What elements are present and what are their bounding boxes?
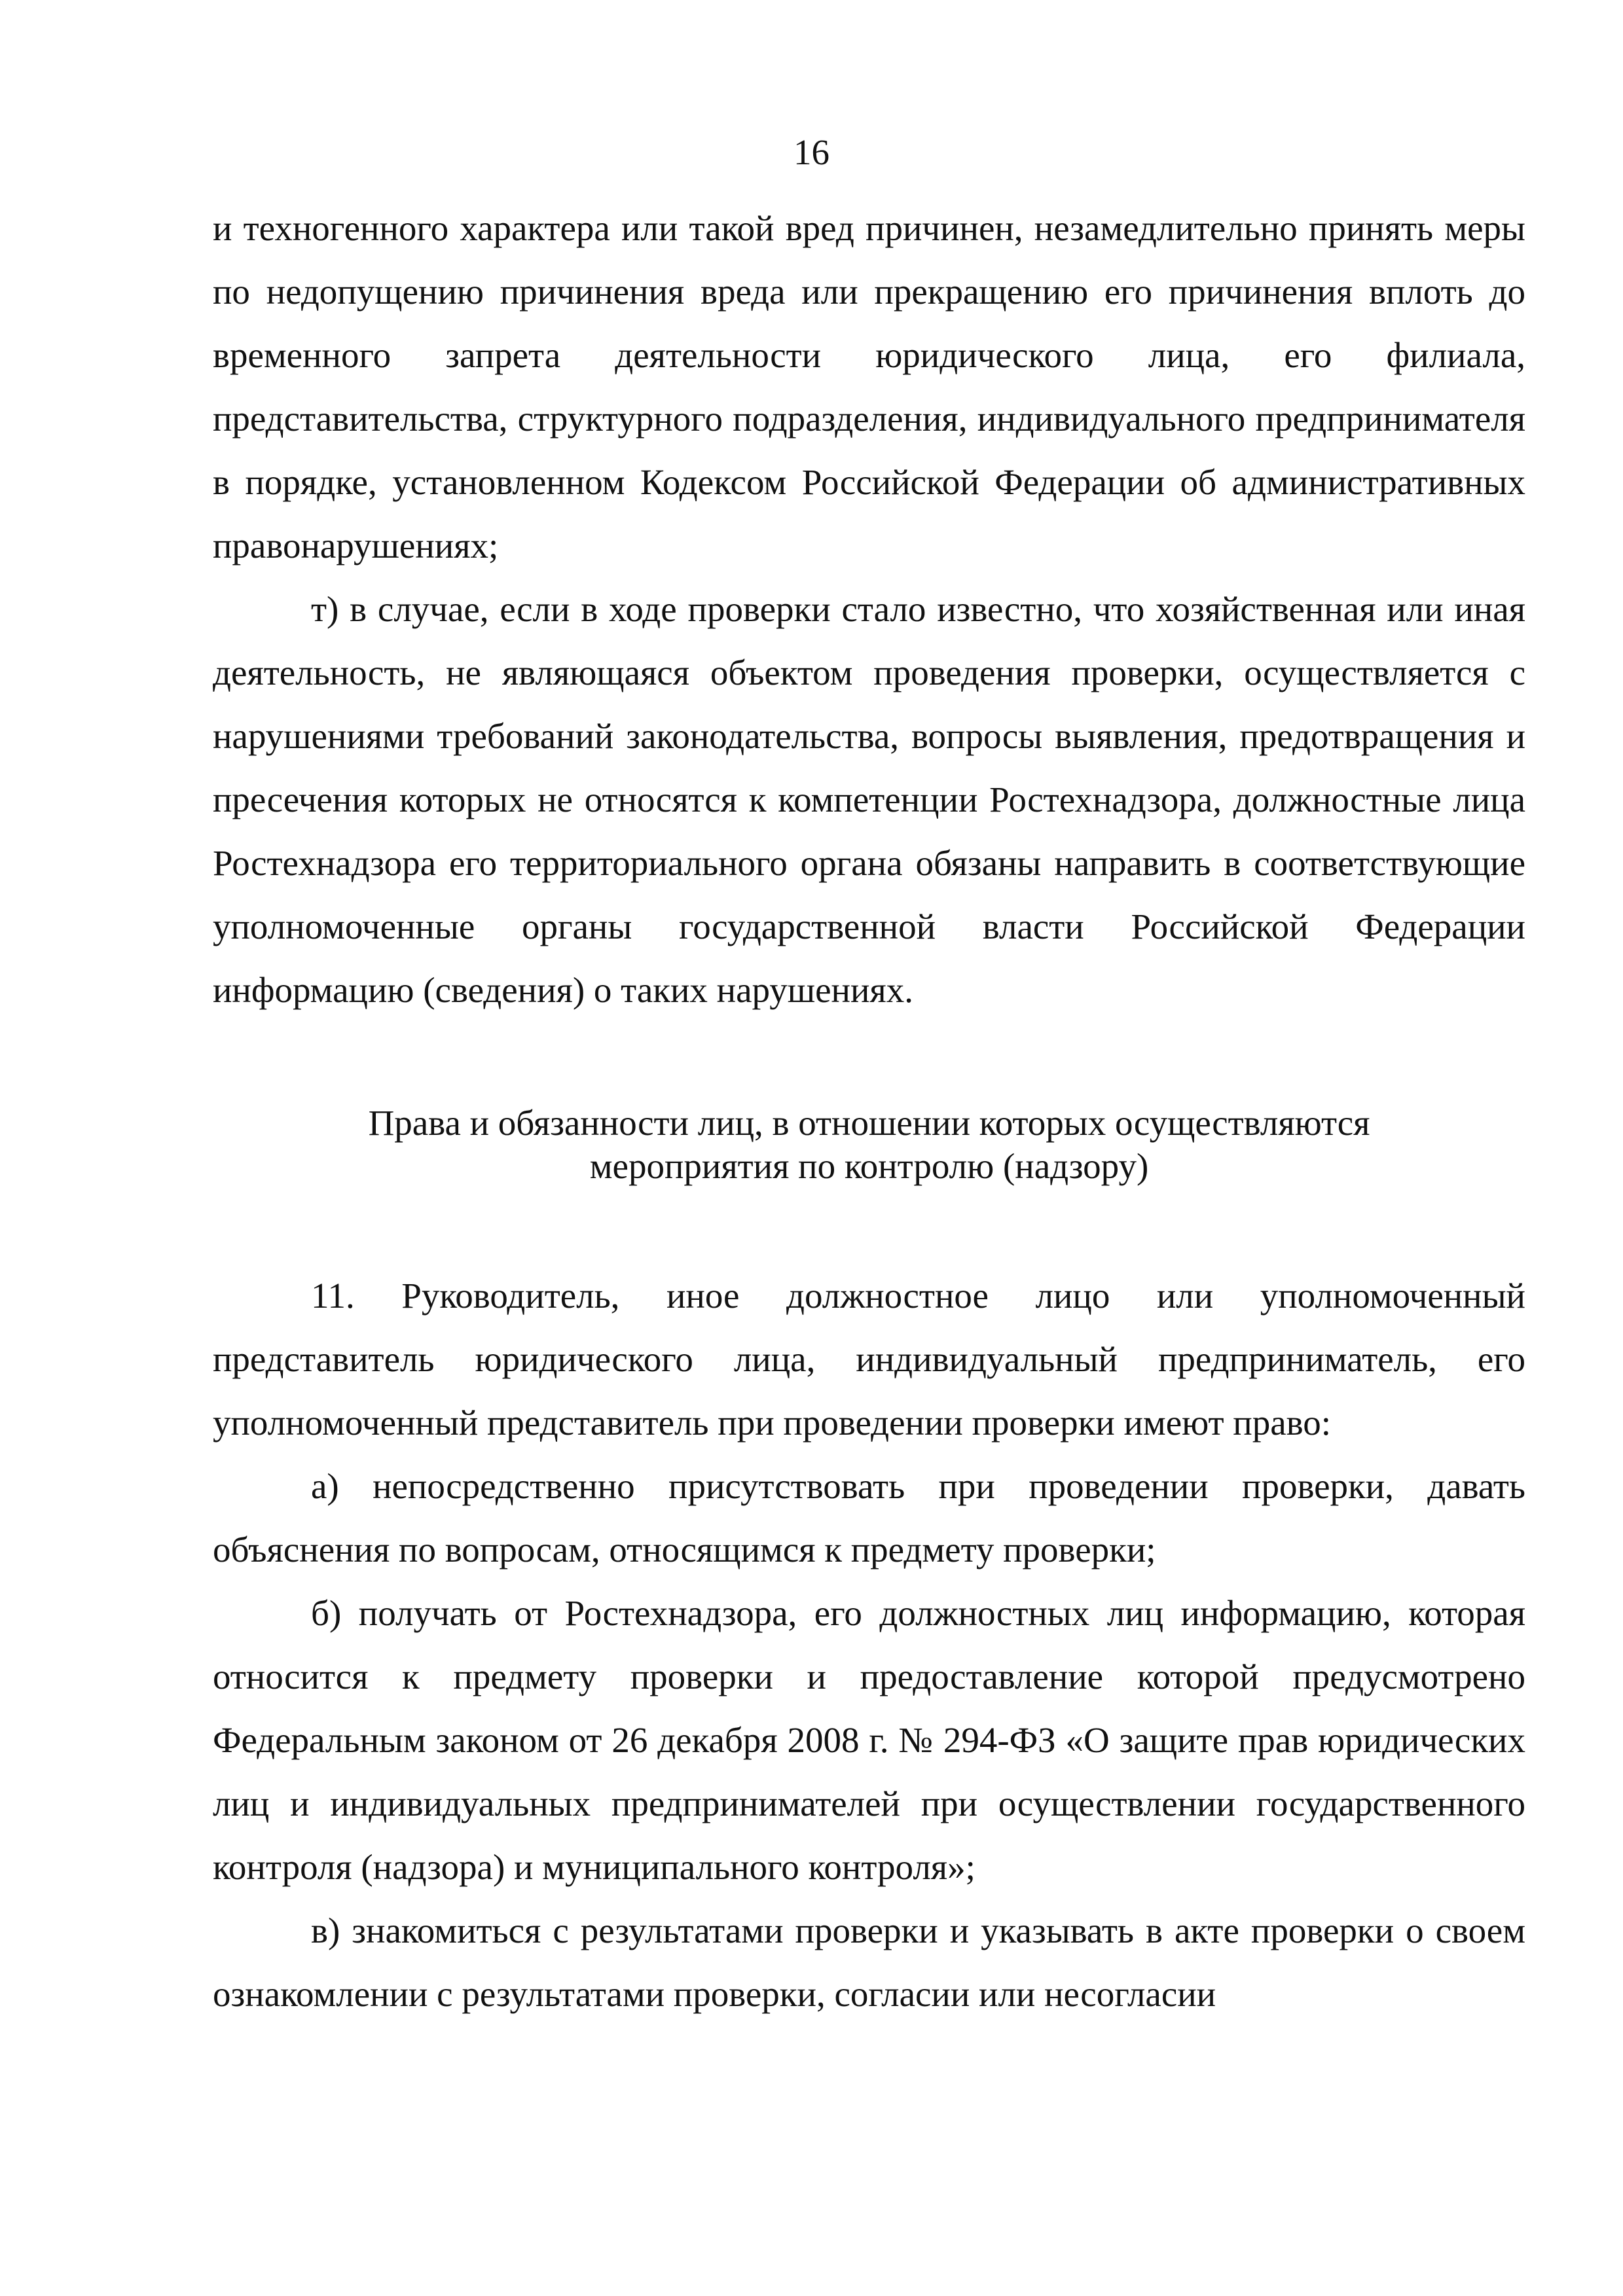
paragraph-clause-11: 11. Руководитель, иное должностное лицо или уполномоченный представитель юридического лица, индивидуальный предприниматель, его уполномоченный представитель при проведении проверки имеют право: [213,1276,1525,1443]
document-body [213,196,1525,2026]
paragraph-item-b: б) получать от Ростехнадзора, его должностных лиц информацию, которая относится к предмету проверки и предоставление которой предусмотрено Федеральным законом от 26 декабря 2008 г. № 294-ФЗ «О защите прав юридических лиц и индивидуальных предпринимателей при осуществлении государственного контроля (надзора) и муниципального контроля»; [213,1593,1525,1887]
paragraph-item-a: а) непосредственно присутствовать при проведении проверки, давать объяснения по вопросам, относящимся к предмету проверки; [213,1466,1525,1570]
section-heading-line-1: Права и обязанности лиц, в отношении которых осуществляются [368,1103,1370,1143]
paragraph-item-v: в) знакомиться с результатами проверки и указывать в акте проверки о своем ознакомлении с результатами проверки, согласии или несогласии [213,1910,1525,2014]
paragraph-continuation: и техногенного характера или такой вред причинен, незамедлительно принять меры по недопущению причинения вреда или прекращению его причинения вплоть до временного запрета деятельности юридического лица, его филиала, представительства, структурного подразделения, индивидуального предпринимателя в порядке, установленном Кодексом Российской Федерации об административных правонарушениях; [213,208,1525,565]
section-heading [213,1102,1525,1188]
section-heading-line-2: мероприятия по контролю (надзору) [589,1146,1149,1186]
page-number: 16 [793,132,830,172]
paragraph-item-t: т) в случае, если в ходе проверки стало известно, что хозяйственная или иная деятельность, не являющаяся объектом проведения проверки, осуществляется с нарушениями требований законодательства, вопросы выявления, предотвращения и пресечения которых не относятся к компетенции Ростехнадзора, должностные лица Ростехнадзора его территориального органа обязаны направить в соответствующие уполномоченные органы государственной власти Российской Федерации информацию (сведения) о таких нарушениях. [213,589,1525,1010]
